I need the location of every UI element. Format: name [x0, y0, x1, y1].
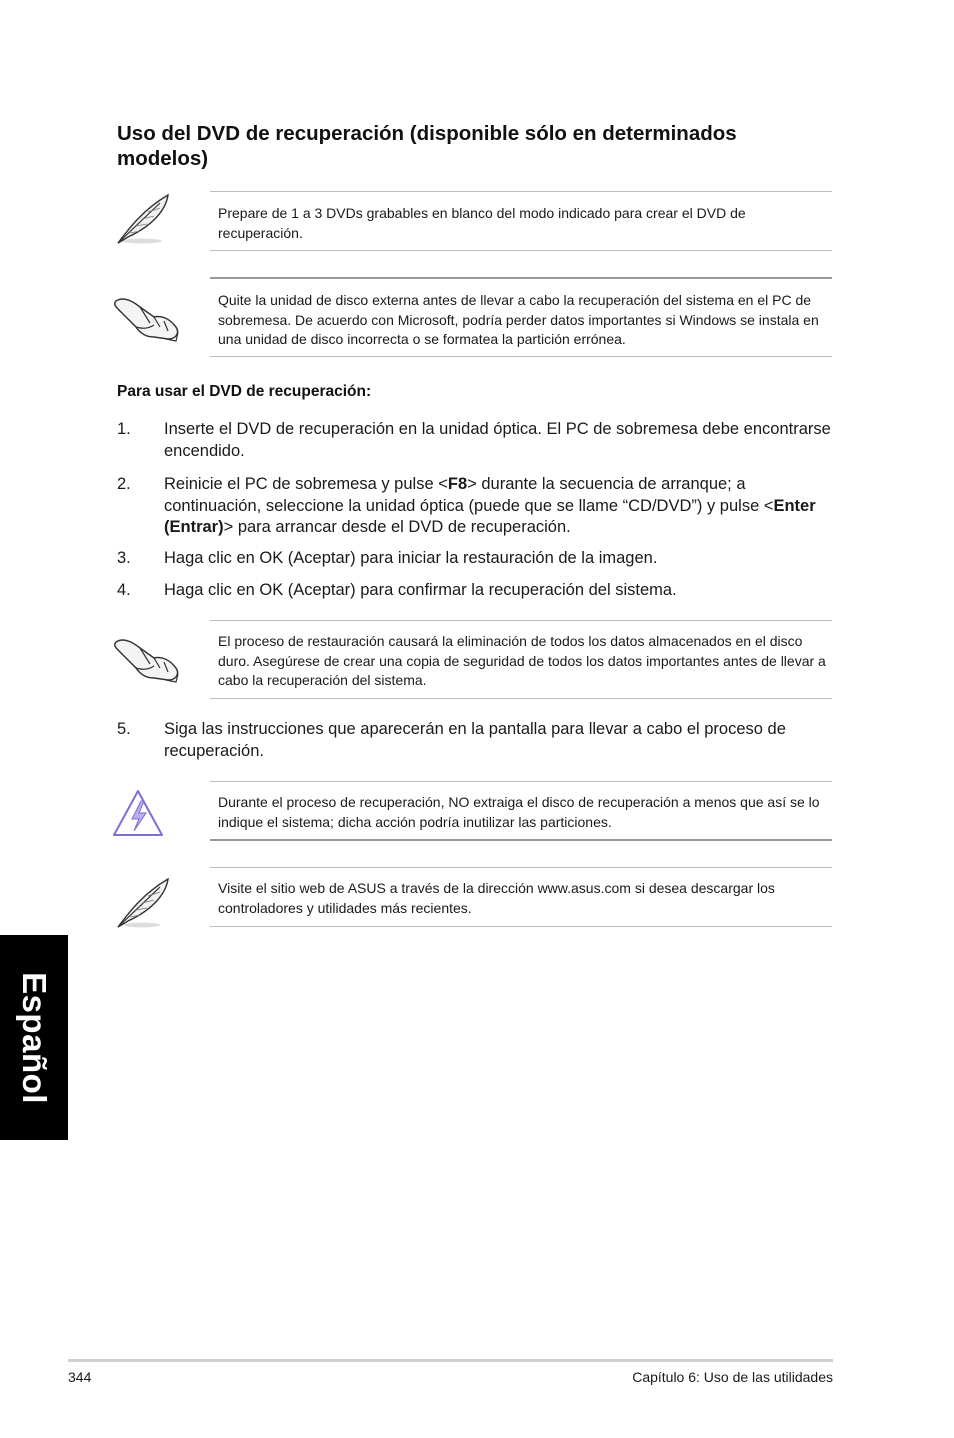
step-5 [117, 719, 832, 763]
step-number: 4. [117, 581, 131, 599]
hand-pointing-icon [110, 293, 190, 350]
note-text: Prepare de 1 a 3 DVDs grabables en blanco del modo indicado para crear el DVD de recuperación. [210, 191, 832, 251]
language-label: Español [16, 971, 53, 1104]
step-text-part: Reinicie el PC de sobremesa y pulse < [164, 475, 448, 493]
hand-pointing-icon [110, 634, 190, 691]
step-number: 1. [117, 420, 131, 438]
key-f8: F8 [447, 475, 468, 493]
step-4 [117, 580, 832, 602]
step-text: Haga clic en OK (Aceptar) para iniciar la restauración de la imagen. [164, 549, 658, 567]
note-restore-erase [110, 620, 832, 699]
page-number: 344 [68, 1369, 92, 1385]
step-text: Haga clic en OK (Aceptar) para confirmar la recuperación del sistema. [164, 581, 677, 599]
note-asus-site [110, 867, 832, 927]
note-prepare [110, 191, 832, 251]
key-enter: Enter (Entrar) [164, 496, 816, 536]
step-text-part: > durante la secuencia de arranque; a continuación, seleccione la unidad óptica (puede que se llame “CD/DVD”) y pulse < [164, 475, 774, 515]
procedure-heading: Para usar el DVD de recuperación: [117, 383, 372, 400]
step-number: 2. [117, 475, 131, 493]
step-text: Siga las instrucciones que aparecerán en la pantalla para llevar a cabo el proceso de recuperación. [164, 720, 786, 760]
step-3 [117, 548, 832, 570]
chapter-title: Capítulo 6: Uso de las utilidades [632, 1369, 833, 1385]
step-text-part: > para arrancar desde el DVD de recuperación. [223, 518, 571, 536]
step-text: Inserte el DVD de recuperación en la unidad óptica. El PC de sobremesa debe encontrarse encendido. [164, 420, 831, 460]
section-title: Uso del DVD de recuperación (disponible sólo en determinados modelos) [117, 122, 737, 170]
language-side-tab [0, 935, 68, 1140]
step-number: 3. [117, 549, 131, 567]
note-warning-disc [110, 781, 832, 841]
note-text: El proceso de restauración causará la eliminación de todos los datos almacenados en el disco duro. Asegúrese de crear una copia de seguridad de todos los datos importantes antes de llevar a cabo la recuperación del sistema. [210, 620, 832, 699]
note-text: Durante el proceso de recuperación, NO extraiga el disco de recuperación a menos que así se lo indique el sistema; dicha acción podría inutilizar las particiones. [210, 781, 832, 841]
note-remove-drive [110, 277, 832, 357]
lightning-warning-icon [110, 787, 190, 844]
step-number: 5. [117, 720, 131, 738]
step-1 [117, 419, 832, 463]
note-text: Visite el sitio web de ASUS a través de la dirección www.asus.com si desea descargar los controladores y utilidades más recientes. [210, 867, 832, 927]
step-text [164, 474, 832, 539]
note-text: Quite la unidad de disco externa antes de llevar a cabo la recuperación del sistema en el PC de sobremesa. De acuerdo con Microsoft, podría perder datos importantes si Windows se instala en una unidad de disco incorrecta o se formatea la partición errónea. [210, 277, 832, 357]
footer-divider [68, 1359, 833, 1362]
feather-pen-icon [110, 191, 190, 254]
step-2 [117, 474, 832, 540]
feather-pen-icon [110, 873, 190, 936]
